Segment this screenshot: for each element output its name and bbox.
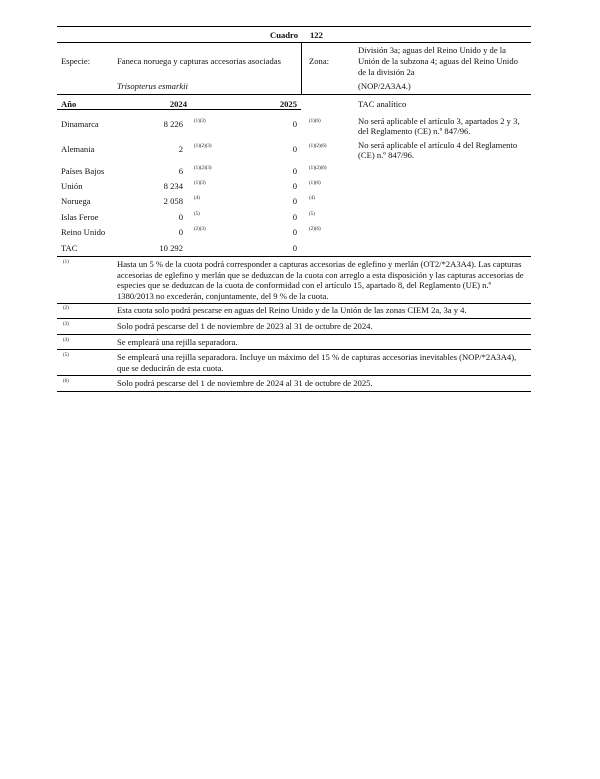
note-2024: (1)(3) [194,181,206,186]
country-name: Islas Feroe [61,212,99,222]
header-rule [57,42,531,43]
footnote-1-mark: (1) [63,260,69,265]
bottom-rule [57,391,531,392]
footnote-rule [57,318,531,319]
remark-2-line-2: (CE) n.º 847/96. [358,150,415,160]
footnote-1-text: Hasta un 5 % de la cuota podrá corresponder a capturas accesorias de eglefino y merlán (OT2/*2A3A4). Las capturas accesorias de eglefino y merlán que se deduzcan de la cuota con arreglo a esta disposición y las capturas accesorias de especies que se deduzcan de la cuota de conformidad con el artículo 15, apartado 8, del Reglamento (UE) n.º 1380/2013 no excederán, conjuntamente, del 9 % de la cuota. [117,259,524,301]
country-name: Países Bajos [61,166,105,176]
country-name: Dinamarca [61,119,99,129]
zona-line-3: de la división 2a [358,67,415,77]
table-bottom-rule [57,256,531,257]
quota-2024: 2 [178,144,183,154]
footnote-2-text: Esta cuota solo podrá pescarse en aguas del Reino Unido y de la Unión de las zonas CIEM 2a, 3a y 4. [117,305,467,315]
footnote-rule [57,349,531,350]
quota-2025: 0 [292,119,297,129]
col-2025-header: 2025 [279,99,297,109]
especie-value: Faneca noruega y capturas accesorias asociadas [117,56,281,66]
cuadro-number: 122 [310,30,323,40]
footnote-3-mark: (3) [63,322,69,327]
quota-2024: 2 058 [163,196,183,206]
quota-2024: 10 292 [159,243,183,253]
quota-2025: 0 [292,243,297,253]
footnote-6-text: Solo podrá pescarse del 1 de noviembre de 2024 al 31 de octubre de 2025. [117,378,373,388]
remark-1-line-1: No será aplicable el artículo 3, apartados 2 y 3, [358,116,520,126]
country-name: Reino Unido [61,227,106,237]
note-2025: (1)(2)(6) [309,144,327,149]
especie-label: Especie: [61,56,91,66]
species-rule [57,94,531,95]
note-2025: (5) [309,212,315,217]
quota-2024: 6 [178,166,183,176]
cuadro-label: Cuadro [270,30,299,40]
quota-2024: 8 226 [163,119,183,129]
note-2024: (4) [194,196,200,201]
footnote-5-text: Se empleará una rejilla separadora. Incluye un máximo del 15 % de capturas accesorias inevitables (NOP/*2A3A4), que se deducirán de esta cuota. [117,352,517,373]
quota-2024: 8 234 [163,181,183,191]
zona-code: (NOP/2A3A4.) [358,81,411,91]
note-2025: (1)(6) [309,181,321,186]
footnote-2-mark: (2) [63,306,69,311]
zona-line-2: Unión de la subzona 4; aguas del Reino Unido [358,56,518,66]
top-rule [57,26,531,27]
quota-2024: 0 [178,227,183,237]
footnote-rule [57,303,531,304]
col-year-header: Año [61,99,77,109]
table-header-rule [57,109,301,110]
quota-2025: 0 [292,196,297,206]
note-2024: (1)(2)(3) [194,144,212,149]
footnote-6-mark: (6) [63,379,69,384]
quota-2025: 0 [292,181,297,191]
note-2025: (4) [309,196,315,201]
quota-2025: 0 [292,227,297,237]
footnote-4-text: Se empleará una rejilla separadora. [117,337,238,347]
country-name: Unión [61,181,83,191]
footnote-rule [57,334,531,335]
remark-2-line-1: No será aplicable el artículo 4 del Reglamento [358,140,518,150]
zona-label: Zona: [309,56,330,66]
footnote-rule [57,375,531,376]
note-2025: (1)(2)(6) [309,166,327,171]
note-2024: (1)(3) [194,119,206,124]
note-2025: (1)(6) [309,119,321,124]
note-2024: (2)(3) [194,227,206,232]
note-2025: (2)(6) [309,227,321,232]
quota-2025: 0 [292,212,297,222]
country-name: Alemania [61,144,95,154]
footnote-5-mark: (5) [63,353,69,358]
note-2024: (1)(2)(3) [194,166,212,171]
note-2024: (5) [194,212,200,217]
quota-2025: 0 [292,144,297,154]
quota-2024: 0 [178,212,183,222]
footnote-3-text: Solo podrá pescarse del 1 de noviembre de 2023 al 31 de octubre de 2024. [117,321,373,331]
zona-line-1: División 3a; aguas del Reino Unido y de la [358,45,506,55]
species-zone-divider [301,42,302,94]
remark-1-line-2: del Reglamento (CE) n.º 847/96. [358,126,471,136]
country-name: Noruega [61,196,91,206]
quota-2025: 0 [292,166,297,176]
country-name: TAC [61,243,78,253]
footnote-4-mark: (4) [63,338,69,343]
scientific-name: Trisopterus esmarkii [117,81,188,91]
col-2024-header: 2024 [169,99,187,109]
tac-type: TAC analítico [358,99,407,109]
